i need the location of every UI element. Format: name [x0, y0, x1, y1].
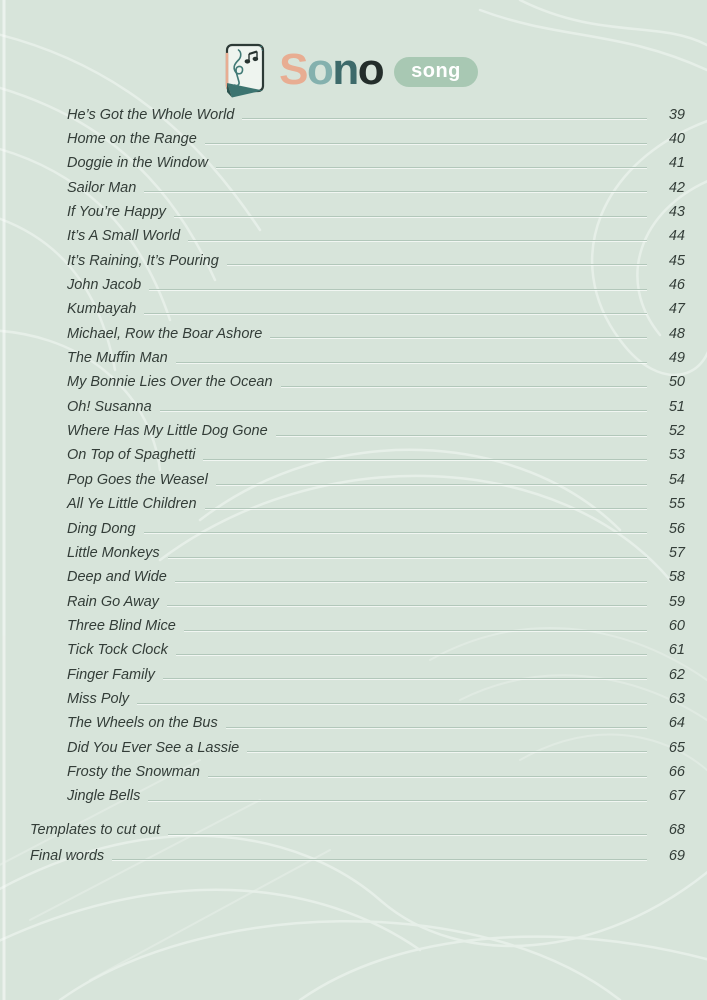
leader-line: [137, 703, 647, 704]
toc-entry: [30, 221, 685, 245]
toc-entry-page: 56: [668, 520, 685, 537]
leader-line: [112, 859, 647, 860]
toc-entry-page: 59: [668, 593, 685, 610]
toc-entry: [30, 391, 685, 415]
leader-line: [167, 605, 647, 606]
toc-entry: [30, 196, 685, 220]
leader-line: [184, 630, 647, 631]
toc-entry-page: 55: [668, 496, 685, 513]
leader-line: [148, 800, 647, 801]
toc-entry-title: Miss Poly: [67, 690, 130, 707]
toc-entry-title: It’s A Small World: [67, 228, 181, 245]
toc-entry-page: 64: [668, 715, 685, 732]
leader-line: [227, 264, 647, 265]
toc-entry-title: Jingle Bells: [67, 788, 141, 805]
brand-wordmark: [279, 45, 384, 94]
toc-entry-title: Doggie in the Window: [67, 155, 208, 172]
toc-entry-page: 53: [668, 447, 685, 464]
toc-entry: [30, 440, 685, 464]
toc-entry: [30, 537, 685, 561]
toc-entry: [30, 489, 685, 513]
leader-line: [144, 313, 647, 314]
toc-entry-title: Three Blind Mice: [67, 617, 176, 634]
toc-entry-page: 51: [668, 398, 685, 415]
toc-entry: [30, 839, 685, 864]
toc-entry-title: Frosty the Snowman: [67, 763, 200, 780]
toc-entry-page: 43: [668, 204, 685, 221]
toc-entry-title: It’s Raining, It’s Pouring: [67, 252, 219, 269]
toc-entry-page: 39: [668, 106, 685, 123]
leader-line: [168, 557, 647, 558]
toc-entry-page: 48: [668, 325, 685, 342]
toc-entry-page: 42: [668, 179, 685, 196]
toc-entry-title: If You’re Happy: [67, 204, 166, 221]
leader-line: [188, 240, 647, 241]
toc-entry-title: Where Has My Little Dog Gone: [67, 423, 268, 440]
leader-line: [226, 727, 647, 728]
toc-entry: [30, 814, 685, 839]
toc-entry: [30, 708, 685, 732]
toc-entry-page: 49: [668, 350, 685, 367]
toc-entry-page: 50: [668, 374, 685, 391]
toc-entry-title: Finger Family: [67, 666, 155, 683]
toc-entry-title: Home on the Range: [67, 131, 197, 148]
toc-entry: [30, 148, 685, 172]
toc-entry-title: Michael, Row the Boar Ashore: [67, 325, 263, 342]
header: [0, 42, 703, 98]
leader-line: [144, 532, 647, 533]
leader-line: [205, 143, 647, 144]
toc-entry: [30, 294, 685, 318]
toc-entry: [30, 464, 685, 488]
song-list: [30, 99, 685, 805]
toc-entry-page: 67: [668, 788, 685, 805]
toc-entry-page: 46: [668, 277, 685, 294]
toc-entry: [30, 756, 685, 780]
toc-entry: [30, 318, 685, 342]
leader-line: [205, 508, 647, 509]
toc-entry-title: My Bonnie Lies Over the Ocean: [67, 374, 273, 391]
leader-line: [203, 459, 647, 460]
toc-entry: [30, 635, 685, 659]
toc-entry-title: Deep and Wide: [67, 569, 167, 586]
toc-entry-page: 65: [668, 739, 685, 756]
other-sections-list: [30, 814, 685, 864]
leader-line: [176, 362, 647, 363]
leader-line: [242, 118, 647, 119]
toc-entry-title: John Jacob: [67, 277, 142, 294]
leader-line: [160, 410, 647, 411]
sheet-music-icon: [221, 42, 268, 98]
toc-entry-page: 54: [668, 471, 685, 488]
toc-entry-page: 62: [668, 666, 685, 683]
toc-entry: [30, 610, 685, 634]
toc-entry: [30, 172, 685, 196]
toc-entry: [30, 367, 685, 391]
toc-entry: [30, 342, 685, 366]
leader-line: [174, 216, 647, 217]
toc-entry-title: The Muffin Man: [67, 350, 168, 367]
brand-letter: o: [357, 45, 384, 94]
toc-entry-title: Tick Tock Clock: [67, 642, 168, 659]
toc-entry-title: On Top of Spaghetti: [67, 447, 196, 464]
toc-entry-page: 47: [668, 301, 685, 318]
toc-entry: [30, 586, 685, 610]
brand-letter: o: [306, 45, 333, 94]
toc-entry-page: 57: [668, 544, 685, 561]
toc-entry-title: All Ye Little Children: [67, 496, 197, 513]
toc-entry-title: Oh! Susanna: [67, 398, 152, 415]
toc-entry-page: 69: [668, 847, 685, 864]
leader-line: [176, 654, 647, 655]
toc-entry-page: 60: [668, 617, 685, 634]
leader-line: [149, 289, 647, 290]
toc-entry-title: Sailor Man: [67, 179, 137, 196]
toc-entry: [30, 415, 685, 439]
toc-entry: [30, 123, 685, 147]
leader-line: [281, 386, 647, 387]
toc-entry-page: 66: [668, 763, 685, 780]
toc-entry: [30, 99, 685, 123]
toc-entry-title: Final words: [30, 847, 105, 864]
toc-entry-page: 61: [668, 642, 685, 659]
brand-letter: n: [332, 45, 358, 94]
toc-entry-title: Pop Goes the Weasel: [67, 471, 208, 488]
leader-line: [175, 581, 647, 582]
toc-entry-page: 68: [668, 822, 685, 839]
toc-entry-page: 45: [668, 252, 685, 269]
toc-entry-page: 44: [668, 228, 685, 245]
leader-line: [144, 191, 647, 192]
toc-entry: [30, 732, 685, 756]
toc-entry-title: Kumbayah: [67, 301, 137, 318]
toc-entry-title: Ding Dong: [67, 520, 136, 537]
toc-entry: [30, 269, 685, 293]
toc-entry-page: 40: [668, 131, 685, 148]
leader-line: [163, 678, 647, 679]
table-of-contents: [30, 99, 685, 864]
toc-entry-title: Rain Go Away: [67, 593, 159, 610]
toc-entry-title: Little Monkeys: [67, 544, 160, 561]
toc-entry-title: The Wheels on the Bus: [67, 715, 218, 732]
leader-line: [247, 751, 647, 752]
toc-entry: [30, 245, 685, 269]
toc-entry-title: Did You Ever See a Lassie: [67, 739, 240, 756]
leader-line: [216, 167, 647, 168]
leader-line: [208, 776, 647, 777]
toc-entry: [30, 683, 685, 707]
leader-line: [168, 834, 647, 835]
toc-entry: [30, 562, 685, 586]
brand-letter: S: [279, 45, 307, 94]
toc-entry-page: 52: [668, 423, 685, 440]
toc-entry-page: 58: [668, 569, 685, 586]
toc-entry-title: Templates to cut out: [30, 822, 161, 839]
toc-entry-page: 63: [668, 690, 685, 707]
leader-line: [276, 435, 647, 436]
toc-entry: [30, 781, 685, 805]
leader-line: [270, 337, 647, 338]
song-badge: song: [394, 57, 478, 87]
toc-entry-page: 41: [668, 155, 685, 172]
toc-entry: [30, 659, 685, 683]
toc-entry-title: He’s Got the Whole World: [67, 106, 235, 123]
toc-entry: [30, 513, 685, 537]
leader-line: [216, 484, 647, 485]
